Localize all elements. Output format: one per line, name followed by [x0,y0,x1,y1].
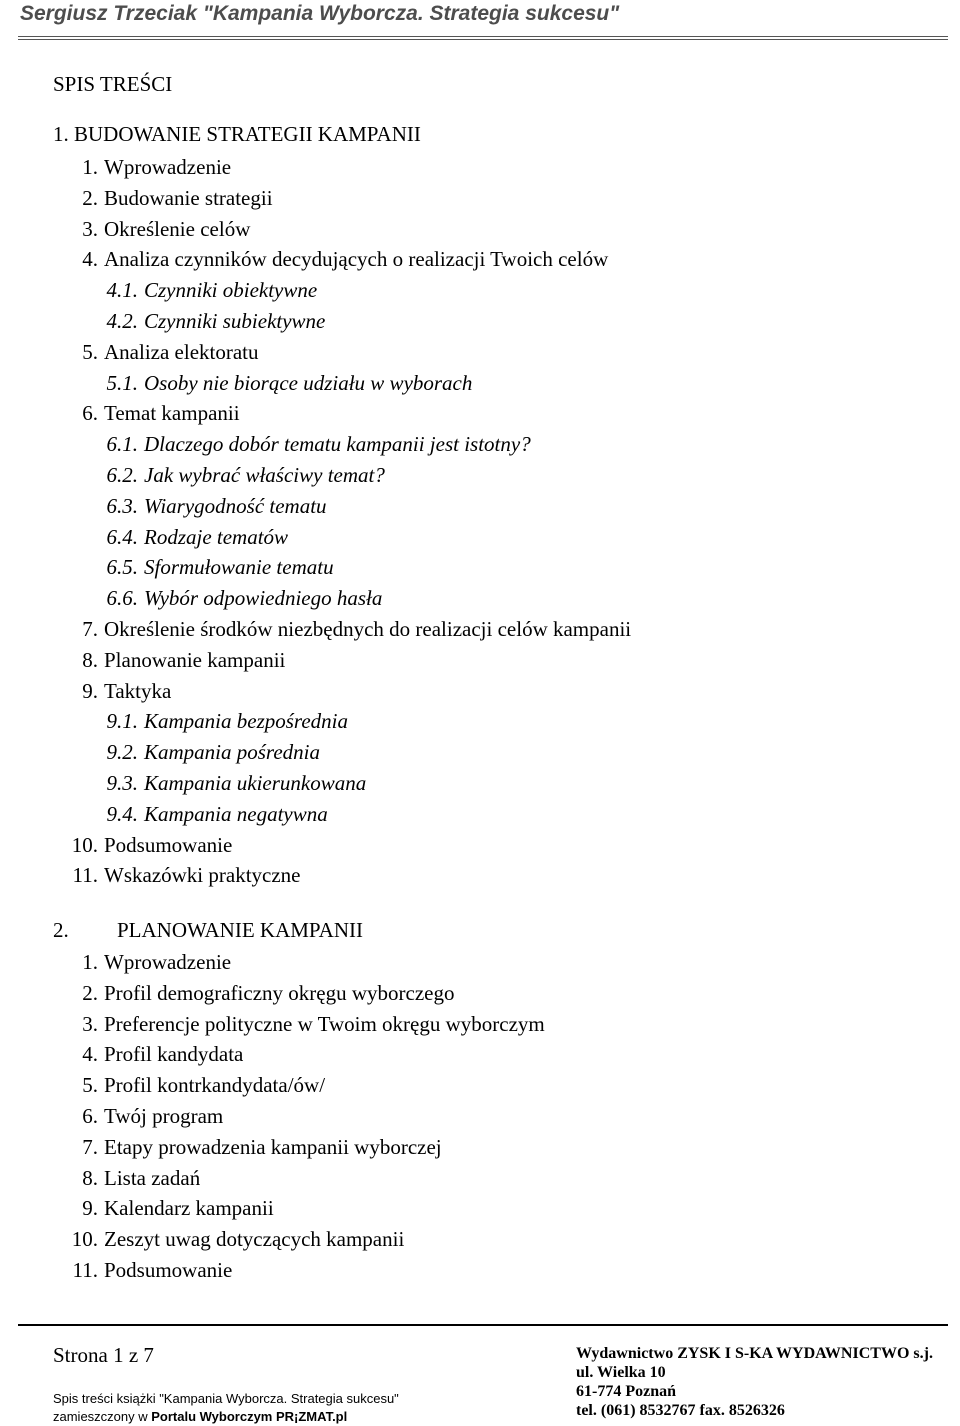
toc-item-label: Wybór odpowiedniego hasła [144,586,383,611]
toc-item-number: 7. [82,1134,98,1159]
toc-subitem [62,771,366,795]
toc-item-number: 4. [82,1042,98,1067]
toc-item-label: Czynniki obiektywne [144,278,318,303]
toc-item [62,679,171,703]
toc-item [52,1227,404,1251]
toc-item-number: 10. [71,1227,98,1252]
toc-item-label: Lista zadań [104,1165,201,1190]
toc-item-number: 6. [82,401,98,426]
section-1-title: BUDOWANIE STRATEGII KAMPANII [74,122,421,146]
toc-item-number: 2. [82,980,98,1005]
toc-item-number: 4.1. [106,278,138,303]
toc-item [62,863,301,887]
toc-item-number: 6. [82,1104,98,1128]
toc-item-number: 10. [71,832,98,857]
toc-item-number: 1. [82,155,98,179]
toc-item-label: Rodzaje tematów [144,524,289,549]
toc-subitem [62,309,325,333]
toc-item-number: 5. [82,1073,98,1098]
toc-item [62,648,285,672]
toc-item-number: 3. [82,1011,98,1036]
footer-note-line-1: Spis treści książki "Kampania Wyborcza. Strategia sukcesu" [53,1391,399,1406]
section-2-title: PLANOWANIE KAMPANII [117,918,363,942]
toc-item-label: Etapy prowadzenia kampanii wyborczej [104,1134,442,1159]
toc-subitem [62,740,320,764]
toc-item-label: Podsumowanie [104,832,233,857]
toc-subitem [62,463,385,487]
section-2-number: 2. [53,918,69,942]
toc-item-label: Planowanie kampanii [104,647,286,672]
section-1-heading [53,122,421,147]
section-1-number: 1. [53,122,69,146]
toc-item-number: 4. [82,247,98,272]
toc-subitem [62,494,327,518]
toc-item-label: Analiza czynników decydujących o realizacji Twoich celów [104,247,609,272]
toc-item-label: Określenie celów [104,216,251,241]
toc-item [52,1042,243,1066]
toc-subitem [62,555,334,579]
toc-item [62,340,259,364]
toc-item-label: Osoby nie biorące udziału w wyborach [144,370,473,395]
toc-item-number: 9. [82,1196,98,1221]
publisher-city: 61-774 Poznań [576,1383,676,1400]
toc-item-label: Jak wybrać właściwy temat? [144,463,385,487]
toc-item-label: Podsumowanie [104,1258,233,1282]
toc-item-label: Wskazówki praktyczne [104,863,301,888]
toc-item-number: 9. [82,678,98,703]
toc-subitem [62,525,288,549]
toc-item-label: Analiza elektoratu [104,339,259,364]
footer-note-line-2: zamieszczony w Portalu Wyborczym PR¡ZMAT.pl [53,1409,348,1424]
toc-item [62,247,608,271]
toc-item-number: 9.4. [106,801,138,826]
toc-subitem [62,371,472,395]
toc-item-label: Kampania pośrednia [144,740,320,765]
toc-item-label: Dlaczego dobór tematu kampanii jest istotny? [144,432,531,457]
toc-item [52,1258,232,1282]
toc-item-number: 5.1. [106,370,138,395]
toc-item-label: Zeszyt uwag dotyczących kampanii [104,1227,405,1252]
toc-item-number: 9.2. [106,740,138,765]
toc-item-label: Sformułowanie tematu [144,555,334,580]
toc-item-number: 6.3. [106,493,138,518]
toc-item-label: Wprowadzenie [104,155,232,179]
toc-item [62,401,240,425]
publisher-name: Wydawnictwo ZYSK I S-KA WYDAWNICTWO s.j. [576,1345,933,1362]
publisher-info [576,1344,933,1420]
toc-item-number: 4.2. [106,309,138,333]
toc-item [52,1104,223,1128]
toc-item-number: 6.4. [106,524,138,549]
toc-item-label: Czynniki subiektywne [144,309,326,333]
toc-item-number: 2. [82,185,98,210]
toc-item-label: Taktyka [104,678,172,703]
toc-item-label: Kalendarz kampanii [104,1196,274,1221]
toc-item-number: 5. [82,339,98,364]
toc-item [52,1135,442,1159]
toc-subitem [62,709,348,733]
footer-divider [18,1324,948,1326]
header-title: Sergiusz Trzeciak "Kampania Wyborcza. Strategia sukcesu" [20,2,620,25]
section-2-heading [53,918,363,943]
toc-item-label: Kampania ukierunkowana [144,771,367,795]
toc-item [52,981,454,1005]
toc-item-label: Wiarygodność tematu [144,493,327,518]
toc-title: SPIS TREŚCI [53,72,173,96]
toc-item-number: 7. [82,617,98,641]
toc-subitem [62,586,382,610]
toc-item [62,155,231,179]
toc-item-number: 6.2. [106,463,138,487]
toc-item [52,1012,545,1036]
toc-item-number: 6.6. [106,586,138,611]
toc-item-label: Twój program [104,1104,224,1128]
toc-item-number: 8. [82,647,98,672]
toc-item-number: 8. [82,1165,98,1190]
portal-link[interactable]: Portalu Wyborczym PR¡ZMAT.pl [151,1409,348,1424]
toc-item-number: 3. [82,216,98,241]
toc-item [52,1196,274,1220]
toc-item-label: Profil kandydata [104,1042,244,1067]
toc-item [62,217,250,241]
toc-item [62,833,232,857]
toc-item-label: Określenie środków niezbędnych do realizacji celów kampanii [104,617,632,641]
footer-note [53,1390,399,1426]
toc-subitem [62,432,531,456]
toc-item-label: Budowanie strategii [104,185,273,210]
header-divider [18,36,948,40]
toc-item [52,1073,325,1097]
toc-item-label: Profil demograficzny okręgu wyborczego [104,980,455,1005]
toc-item-number: 11. [72,1258,98,1282]
publisher-phone: tel. (061) 8532767 fax. 8526326 [576,1402,785,1419]
page-number: Strona 1 z 7 [53,1343,154,1367]
toc-item-label: Preferencje polityczne w Twoim okręgu wyborczym [104,1011,545,1036]
toc-item-label: Kampania bezpośrednia [144,709,348,734]
toc-subitem [62,802,328,826]
toc-item-number: 9.1. [106,709,138,734]
toc-item [52,1166,200,1190]
toc-item-number: 1. [82,950,98,974]
toc-item-number: 11. [72,863,98,888]
toc-item-label: Wprowadzenie [104,950,232,974]
toc-item [52,950,231,974]
toc-item [62,617,631,641]
toc-subitem [62,278,317,302]
toc-item-label: Profil kontrkandydata/ów/ [104,1073,326,1098]
toc-item-number: 6.5. [106,555,138,580]
toc-item-label: Kampania negatywna [144,801,328,826]
toc-item-number: 9.3. [106,771,138,795]
publisher-street: ul. Wielka 10 [576,1364,666,1381]
toc-item-number: 6.1. [106,432,138,457]
toc-item [62,186,273,210]
toc-item-label: Temat kampanii [104,401,240,426]
